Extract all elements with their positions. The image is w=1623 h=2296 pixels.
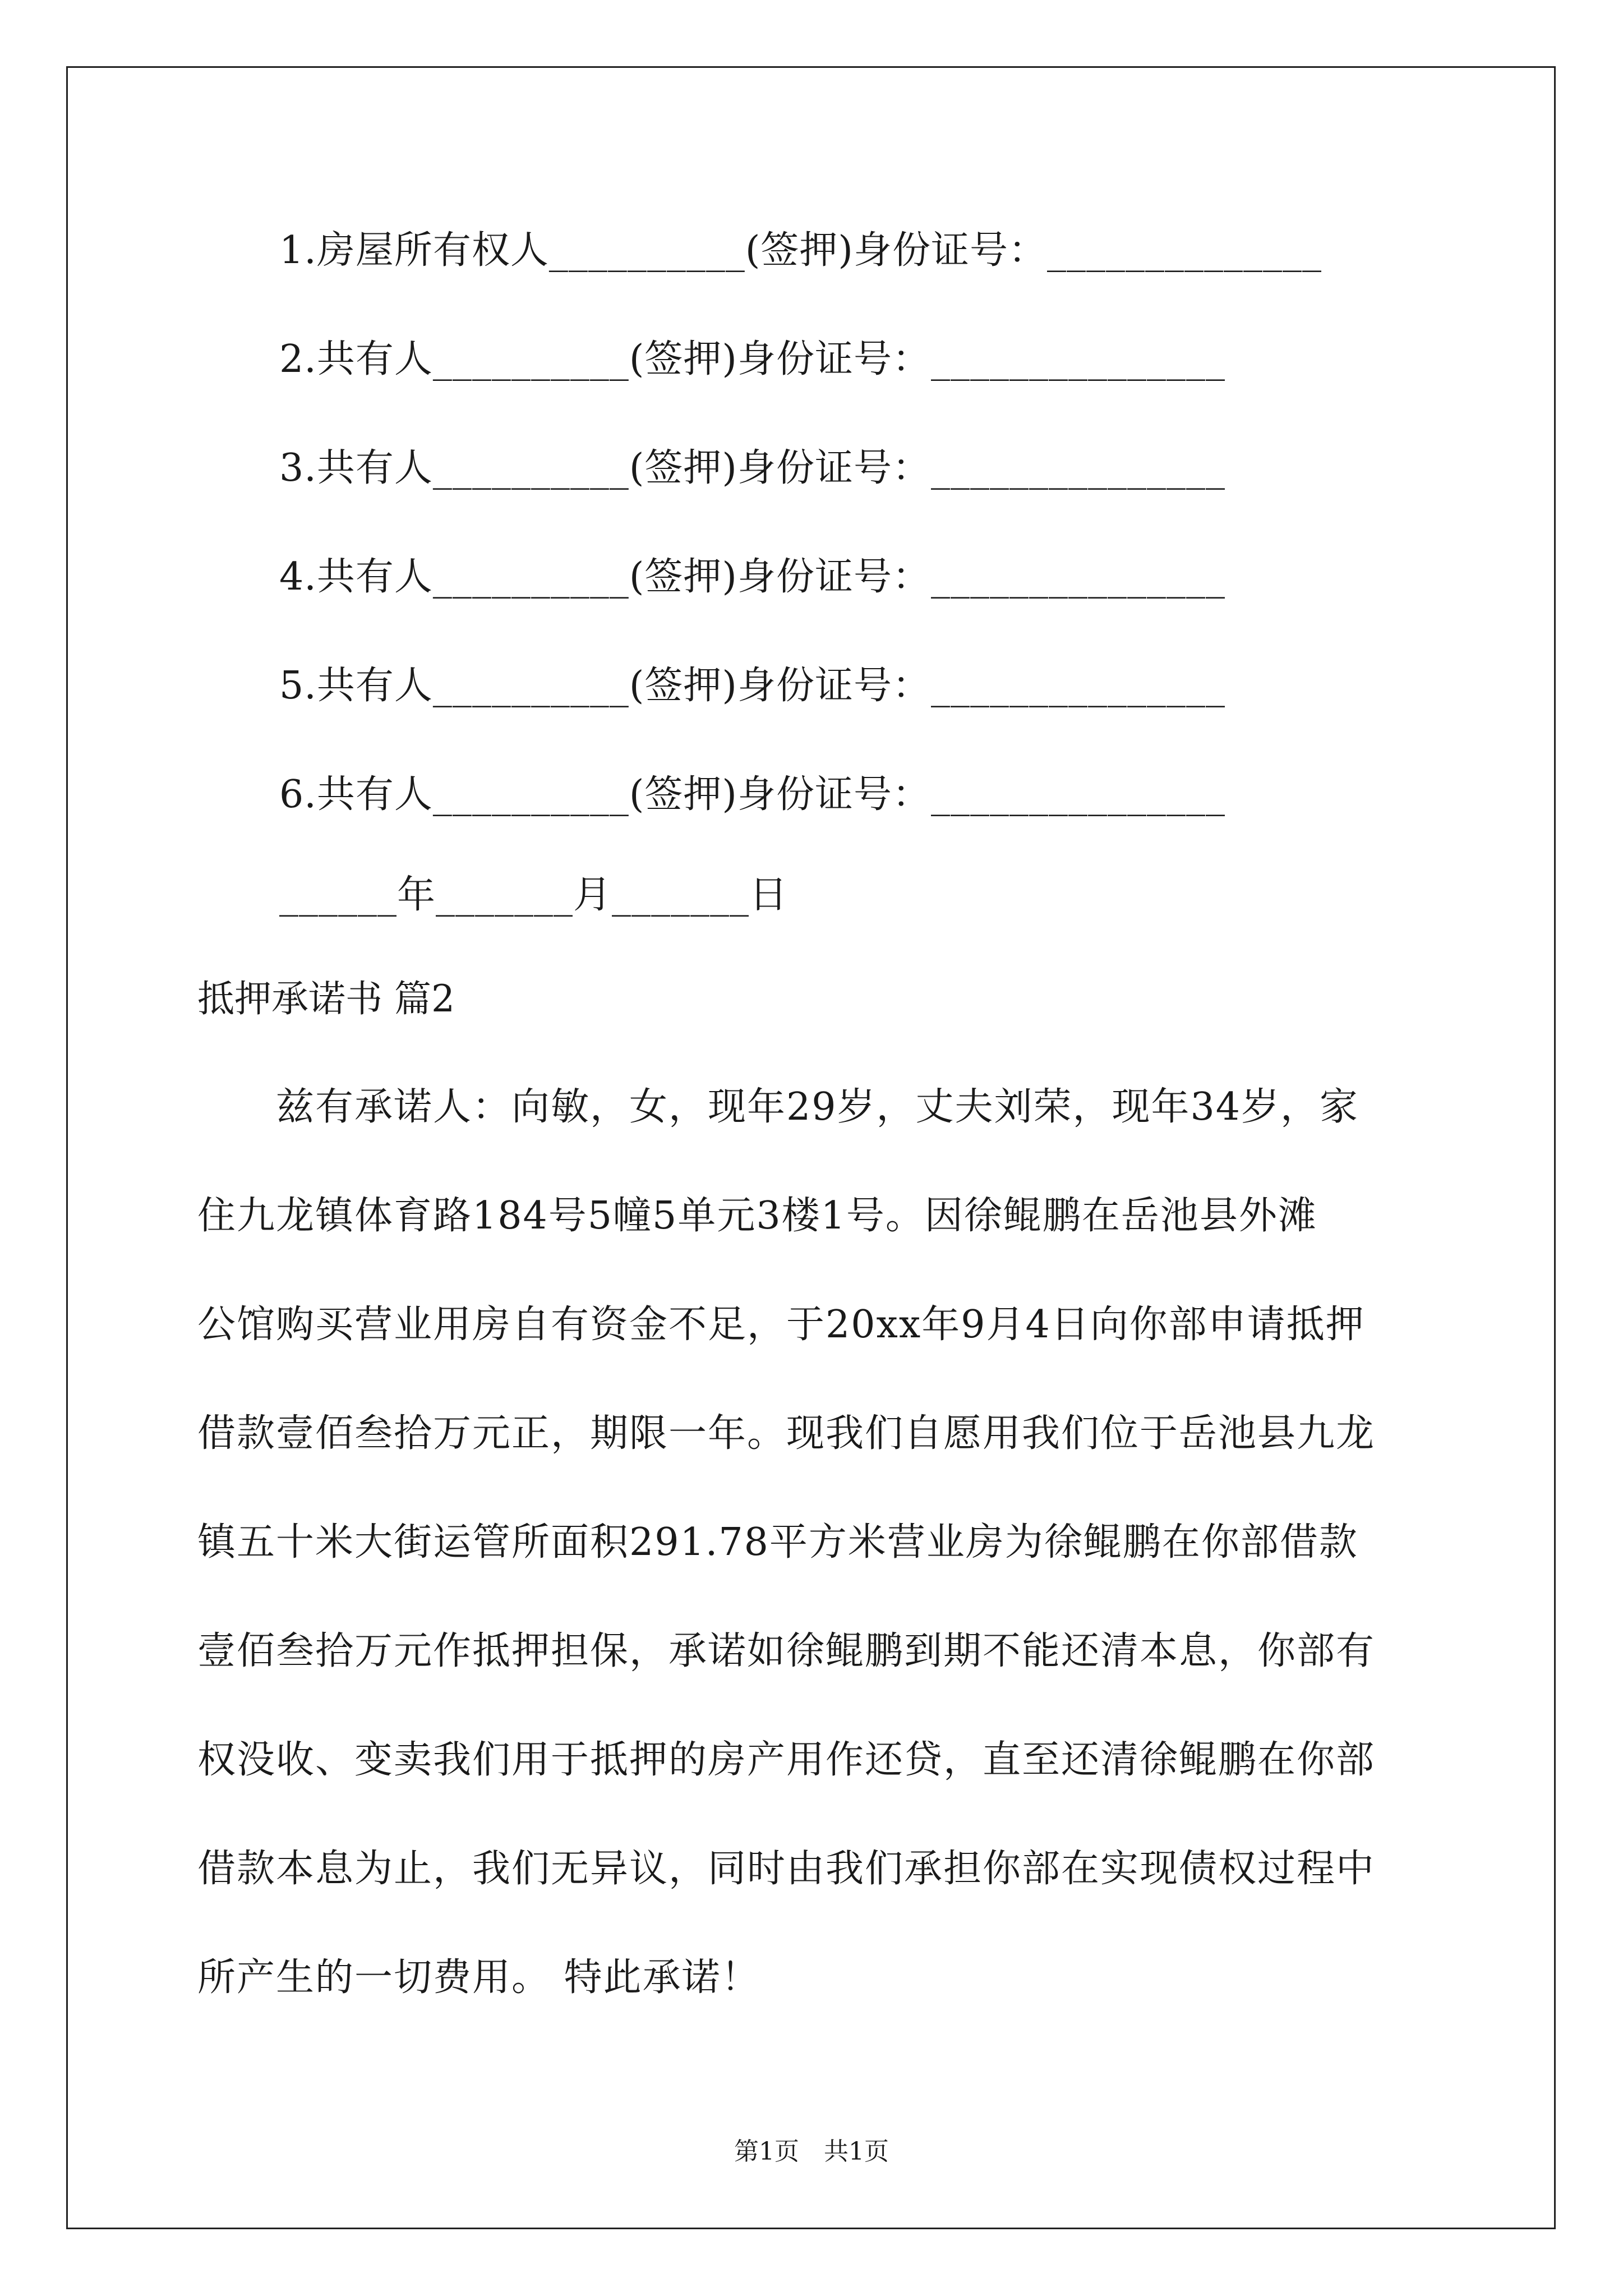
page-footer: 第1页 共1页 bbox=[734, 2137, 889, 2166]
signature-line-coowner-5: 5.共有人__________(签押)身份证号：_______________ bbox=[279, 664, 1225, 708]
paragraph-line: 所产生的一切费用。 特此承诺！ bbox=[197, 1955, 760, 2000]
date-line: ______年_______月_______日 bbox=[279, 873, 789, 917]
paragraph-line: 住九龙镇体育路184号5幢5单元3楼1号。因徐鲲鹏在岳池县外滩 bbox=[197, 1194, 1317, 1238]
signature-line-coowner-3: 3.共有人__________(签押)身份证号：_______________ bbox=[279, 446, 1225, 490]
paragraph-line: 壹佰叁拾万元作抵押担保，承诺如徐鲲鹏到期不能还清本息，你部有 bbox=[197, 1629, 1376, 1673]
section-heading: 抵押承诺书 篇2 bbox=[197, 977, 455, 1020]
paragraph-line: 镇五十米大街运管所面积291.78平方米营业房为徐鲲鹏在你部借款 bbox=[197, 1520, 1358, 1565]
paragraph-line: 公馆购买营业用房自有资金不足，于20xx年9月4日向你部申请抵押 bbox=[197, 1303, 1365, 1347]
signature-line-owner: 1.房屋所有权人__________(签押)身份证号：______________ bbox=[279, 228, 1322, 273]
page-border bbox=[66, 66, 1556, 2229]
signature-line-coowner-2: 2.共有人__________(签押)身份证号：_______________ bbox=[279, 337, 1225, 381]
paragraph-line: 借款本息为止，我们无异议，同时由我们承担你部在实现债权过程中 bbox=[197, 1847, 1376, 1891]
signature-line-coowner-4: 4.共有人__________(签押)身份证号：_______________ bbox=[279, 555, 1225, 599]
paragraph-line: 借款壹佰叁拾万元正，期限一年。现我们自愿用我们位于岳池县九龙 bbox=[197, 1411, 1376, 1456]
signature-line-coowner-6: 6.共有人__________(签押)身份证号：_______________ bbox=[279, 772, 1225, 817]
paragraph-line: 兹有承诺人：向敏，女，现年29岁，丈夫刘荣，现年34岁，家 bbox=[197, 1085, 1359, 1129]
paragraph-line: 权没收、变卖我们用于抵押的房产用作还贷，直至还清徐鲲鹏在你部 bbox=[197, 1738, 1376, 1782]
